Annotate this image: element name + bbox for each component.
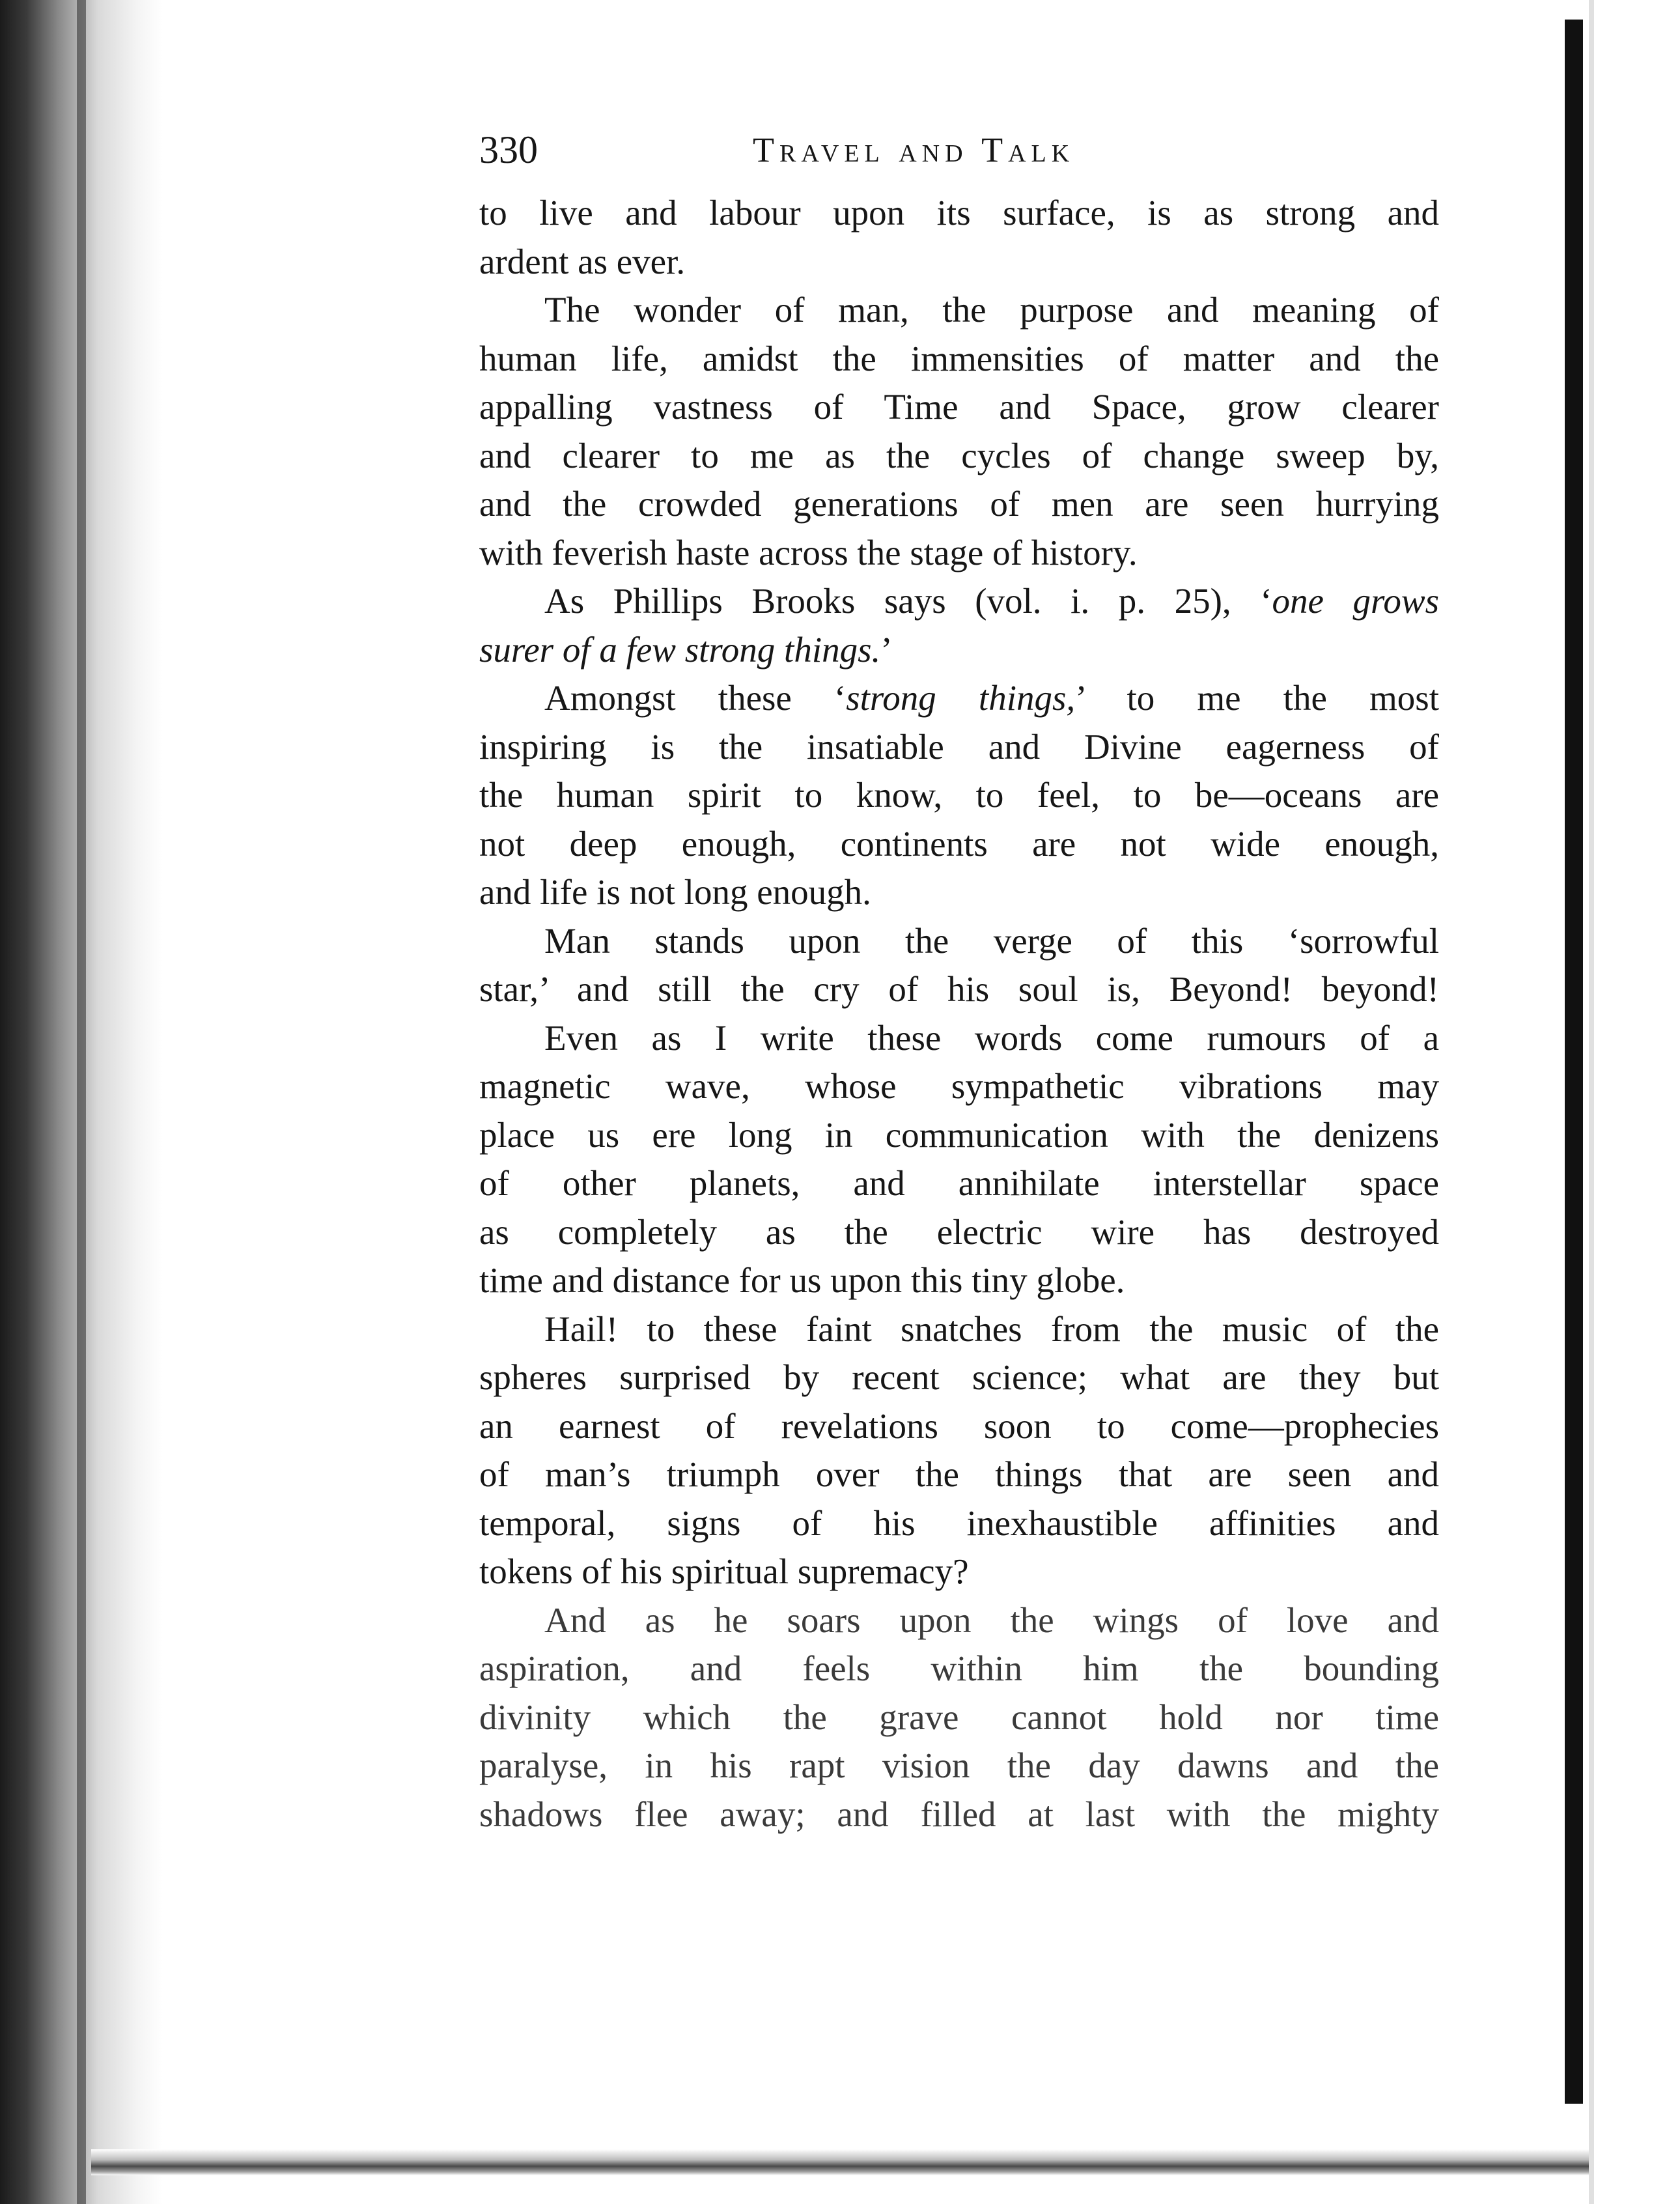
text-line: magnetic wave, whose sympathetic vibrations may (479, 1066, 1439, 1106)
page-number: 330 (479, 128, 538, 171)
quote-line (479, 577, 1439, 626)
text-line: time and distance for us upon this tiny globe. (479, 1260, 1125, 1300)
text-line: with feverish haste across the stage of history. (479, 532, 1138, 572)
text-line: And as he soars upon the wings of love and (544, 1600, 1439, 1640)
text-line: tokens of his spiritual supremacy? (479, 1551, 969, 1591)
body-text (479, 189, 1439, 1839)
text-line: ardent as ever. (479, 241, 686, 281)
scan-right-margin (1582, 0, 1680, 2204)
quote-italic: one grows (1272, 581, 1439, 621)
text-line: as completely as the electric wire has destroyed (479, 1211, 1439, 1252)
text-line: temporal, signs of his inexhaustible affinities and (479, 1503, 1439, 1543)
text-line: shadows flee away; and filled at last with the mighty (479, 1794, 1439, 1834)
text-line: and life is not long enough. (479, 872, 871, 912)
text-line: inspiring is the insatiable and Divine eagerness of (479, 726, 1439, 767)
text-line: not deep enough, continents are not wide enough, (479, 823, 1439, 864)
page-header (479, 124, 1439, 182)
text-line: The wonder of man, the purpose and meaning of (544, 290, 1439, 330)
text-line: place us ere long in communication with the denizens (479, 1114, 1439, 1155)
book-page (479, 124, 1439, 1839)
text-line: and the crowded generations of men are seen hurrying (479, 484, 1439, 524)
text-line: divinity which the grave cannot hold nor time (479, 1697, 1439, 1737)
running-head: Travel and Talk (753, 130, 1075, 169)
scan-bottom-edge (91, 2149, 1589, 2175)
text-line (479, 674, 1439, 723)
text-line: paralyse, in his rapt vision the day dawns and the (479, 1745, 1439, 1785)
text-line: Hail! to these faint snatches from the music of the (544, 1308, 1439, 1349)
text-line: of other planets, and annihilate interstellar space (479, 1163, 1439, 1203)
text-line: the human spirit to know, to feel, to be—oceans are (479, 775, 1439, 815)
scan-right-edge-dark (1565, 20, 1583, 2104)
text-lead: Amongst these ‘ (544, 678, 847, 718)
quote-line (479, 626, 1439, 675)
text-line: and clearer to me as the cycles of change sweep by, (479, 435, 1439, 475)
quote-italic: surer of a few strong things. (479, 629, 881, 670)
text-line: to live and labour upon its surface, is as strong and (479, 193, 1439, 233)
text-line: appalling vastness of Time and Space, grow clearer (479, 387, 1439, 427)
text-line: Even as I write these words come rumours of a (544, 1017, 1439, 1058)
scan-spine-shadow (77, 0, 86, 2204)
text-line: aspiration, and feels within him the bounding (479, 1648, 1439, 1688)
text-line: an earnest of revelations soon to come—prophecies (479, 1406, 1439, 1446)
text-line: star,’ and still the cry of his soul is, Beyond! beyond! (479, 969, 1439, 1009)
quote-lead: As Phillips Brooks says (vol. i. p. 25), ‘ (544, 581, 1272, 621)
text-line: of man’s triumph over the things that are seen and (479, 1454, 1439, 1494)
text-trail: ’ to me the most (1075, 678, 1439, 718)
text-line: spheres surprised by recent science; what are they but (479, 1357, 1439, 1397)
text-line: human life, amidst the immensities of matter and the (479, 338, 1439, 378)
text-line: Man stands upon the verge of this ‘sorrowful (544, 920, 1439, 961)
quote-close: ’ (880, 629, 893, 670)
scan-right-edge-light (1589, 0, 1594, 2204)
text-italic: strong things, (846, 678, 1076, 718)
